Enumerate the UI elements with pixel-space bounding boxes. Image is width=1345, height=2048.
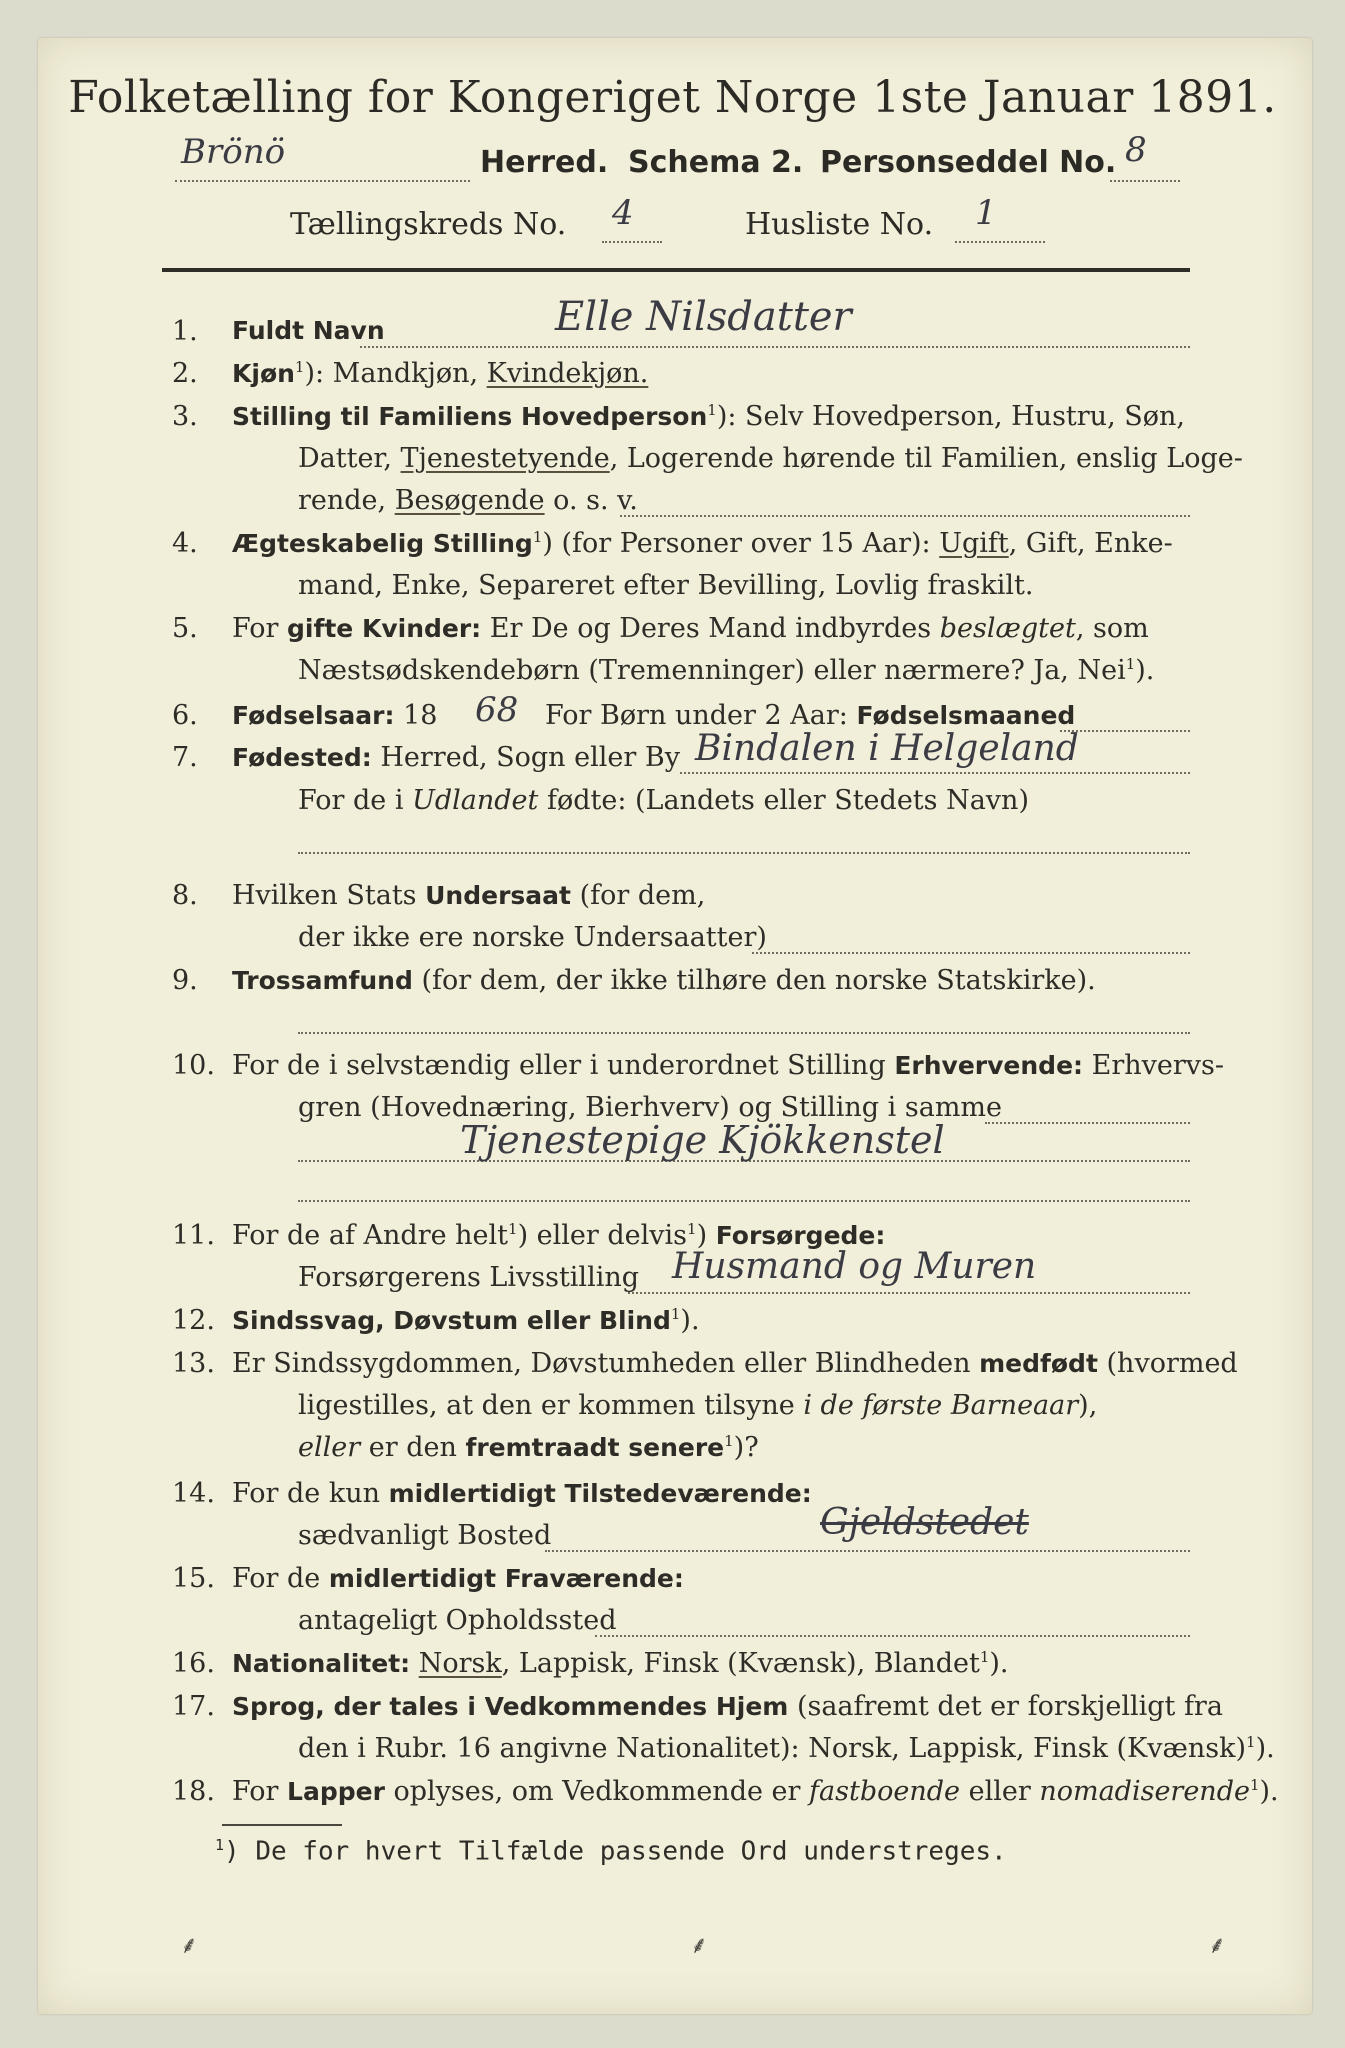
schema-label: Schema 2. xyxy=(628,145,804,180)
occupation-answer: Tjenestepige Kjökkenstel xyxy=(460,1118,945,1162)
personseddel-answer: 8 xyxy=(1125,130,1147,170)
form-title: Folketælling for Kongeriget Norge 1ste Januar 1891. xyxy=(68,72,1277,123)
birth-year-answer: 68 xyxy=(475,690,519,730)
full-name-answer: Elle Nilsdatter xyxy=(555,294,852,340)
header-rule xyxy=(162,268,1190,272)
husliste-answer: 1 xyxy=(975,193,997,233)
kreds-answer: 4 xyxy=(612,193,634,233)
footnote-rule xyxy=(222,1824,342,1826)
center-mark: ⸙ xyxy=(690,1931,708,1959)
husliste-label: Husliste No. xyxy=(745,207,934,242)
kreds-row xyxy=(290,193,1090,251)
kreds-label: Tællingskreds No. xyxy=(290,207,567,242)
position-selected: Tjenestetyende xyxy=(400,443,610,474)
gender-selected: Kvindekjøn. xyxy=(486,358,649,389)
herred-row xyxy=(175,130,1195,190)
birthplace-answer: Bindalen i Helgeland xyxy=(695,728,1079,769)
herred-answer: Brönö xyxy=(181,132,286,172)
corner-mark: ⸙ xyxy=(180,1931,198,1959)
personseddel-label: Personseddel No. xyxy=(820,145,1117,180)
usual-residence-answer: Gjeldstedet xyxy=(820,1502,1029,1543)
marital-selected: Ugift xyxy=(939,528,1009,559)
provider-answer: Husmand og Muren xyxy=(672,1246,1037,1287)
footnote: $^1$) De for hvert Tilfælde passende Ord understreges. xyxy=(215,1836,1007,1867)
corner-mark: ⸙ xyxy=(1208,1931,1226,1959)
nationality-selected: Norsk xyxy=(418,1648,502,1679)
herred-label: Herred. xyxy=(480,145,609,180)
